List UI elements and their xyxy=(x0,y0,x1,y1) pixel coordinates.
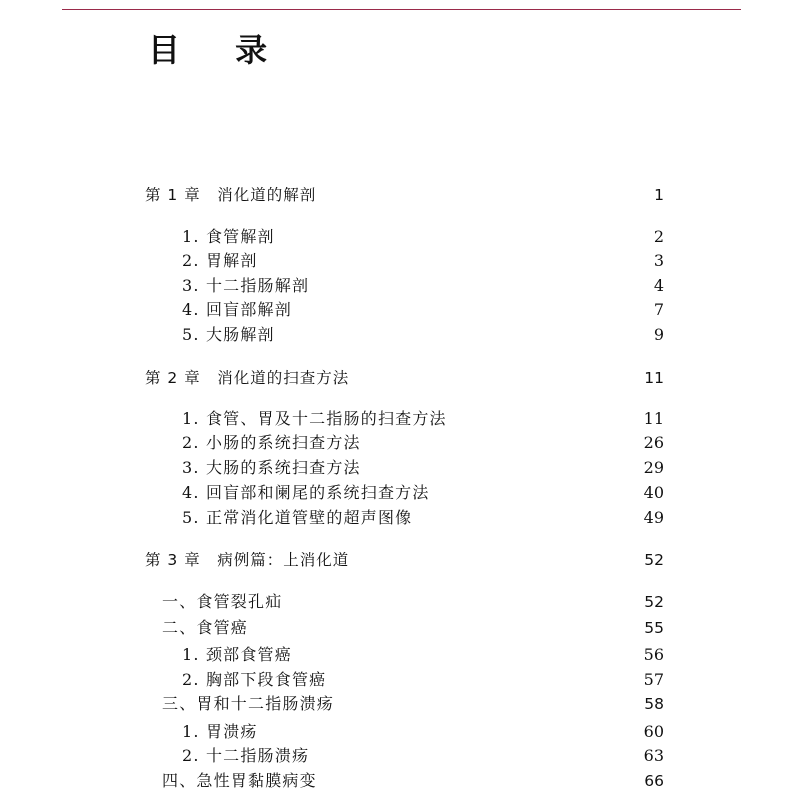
toc-label: 3. 十二指肠解剖 xyxy=(182,276,310,295)
toc-page-number: 63 xyxy=(643,746,664,765)
toc-label: 第 2 章 消化道的扫查方法 xyxy=(145,369,350,387)
toc-entry xyxy=(0,274,800,298)
toc-section xyxy=(0,769,800,793)
toc-label: 二、食管癌 xyxy=(162,618,249,637)
toc-chapter xyxy=(0,183,800,207)
toc-entry xyxy=(0,744,800,768)
toc-entry xyxy=(0,720,800,744)
toc-label: 1. 食管、胃及十二指肠的扫查方法 xyxy=(182,409,447,428)
toc-label: 3. 大肠的系统扫查方法 xyxy=(182,458,361,477)
toc-page-number: 52 xyxy=(644,551,664,569)
toc-page-number: 55 xyxy=(644,619,664,637)
toc-page-number: 11 xyxy=(643,409,664,428)
toc-label: 1. 胃溃疡 xyxy=(182,722,258,741)
toc-entry xyxy=(0,643,800,667)
toc-label: 一、食管裂孔疝 xyxy=(162,592,283,611)
toc-page-number: 11 xyxy=(644,369,664,387)
toc-chapter xyxy=(0,548,800,572)
toc-label: 2. 胸部下段食管癌 xyxy=(182,670,327,689)
toc-entry xyxy=(0,323,800,347)
toc-page-number: 60 xyxy=(643,722,664,741)
toc-entry xyxy=(0,668,800,692)
top-rule xyxy=(62,9,741,10)
page-title: 目 录 xyxy=(148,31,290,69)
toc-page-number: 52 xyxy=(644,593,664,611)
toc-page-number: 26 xyxy=(643,433,664,452)
toc-entry xyxy=(0,249,800,273)
toc-page-number: 56 xyxy=(643,645,664,664)
toc-section xyxy=(0,692,800,716)
toc-page-number: 4 xyxy=(653,276,664,295)
toc-section xyxy=(0,590,800,614)
toc-label: 第 1 章 消化道的解剖 xyxy=(145,186,317,204)
toc-label: 2. 小肠的系统扫查方法 xyxy=(182,433,361,452)
toc-section xyxy=(0,616,800,640)
toc-chapter xyxy=(0,366,800,390)
toc-entry xyxy=(0,481,800,505)
toc-label: 4. 回盲部和阑尾的系统扫查方法 xyxy=(182,483,430,502)
toc-page-number: 57 xyxy=(643,670,664,689)
toc-page-number: 49 xyxy=(643,508,664,527)
toc-label: 1. 颈部食管癌 xyxy=(182,645,292,664)
toc-label: 三、胃和十二指肠溃疡 xyxy=(162,694,335,713)
toc-entry xyxy=(0,456,800,480)
toc-page-number: 7 xyxy=(653,300,664,319)
toc-entry xyxy=(0,506,800,530)
toc-label: 1. 食管解剖 xyxy=(182,227,275,246)
toc-page-number: 29 xyxy=(643,458,664,477)
toc-label: 4. 回盲部解剖 xyxy=(182,300,292,319)
toc-page-number: 66 xyxy=(644,772,664,790)
toc-entry xyxy=(0,431,800,455)
toc-label: 四、急性胃黏膜病变 xyxy=(162,771,317,790)
toc-page-number: 2 xyxy=(653,227,664,246)
toc-page-number: 9 xyxy=(653,325,664,344)
toc-label: 5. 大肠解剖 xyxy=(182,325,275,344)
toc-label: 5. 正常消化道管壁的超声图像 xyxy=(182,508,413,527)
toc-entry xyxy=(0,298,800,322)
toc-page-number: 58 xyxy=(644,695,664,713)
toc-page-number: 1 xyxy=(654,186,664,204)
toc-label: 2. 胃解剖 xyxy=(182,251,258,270)
toc-entry xyxy=(0,407,800,431)
toc-page-number: 40 xyxy=(643,483,664,502)
toc-entry xyxy=(0,225,800,249)
toc-label: 2. 十二指肠溃疡 xyxy=(182,746,310,765)
toc-page-number: 3 xyxy=(653,251,664,270)
toc-label: 第 3 章 病例篇：上消化道 xyxy=(145,551,350,569)
